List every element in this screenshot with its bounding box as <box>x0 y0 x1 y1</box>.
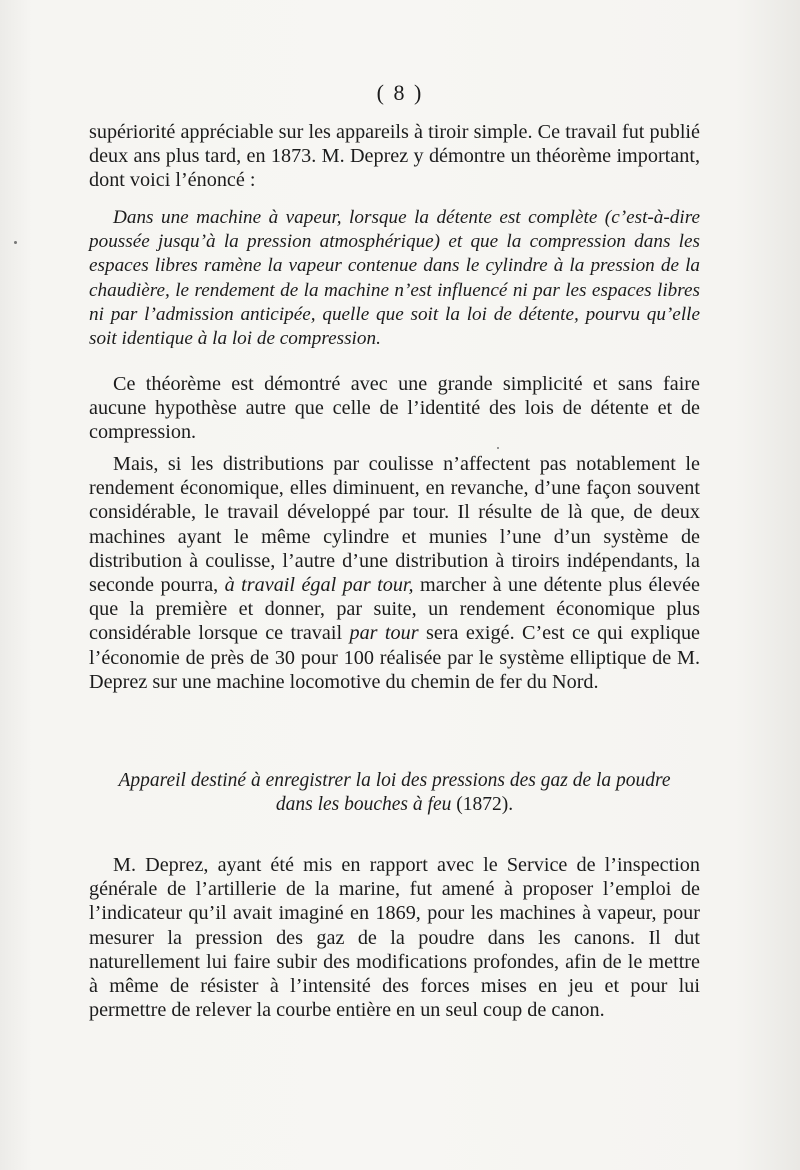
paragraph-text: Ce théorème est démontré avec une grande simplicité et sans faire aucune hypothèse autre que celle de l’identité des lois de détente et de compression. <box>89 373 700 444</box>
emphasis-text: à travail égal par tour, <box>224 574 414 597</box>
paragraph-distribution <box>89 452 700 694</box>
emphasis-text: par tour <box>349 622 419 645</box>
paragraph-text: supériorité appréciable sur les appareils à tiroir simple. Ce travail fut publié deux ans plus tard, en 1873. M. Deprez y démontre un théorème important, dont voici l’énoncé : <box>89 121 700 192</box>
theorem-statement <box>89 206 700 351</box>
text-run: Mais, si les distributions par coulisse n’affectent pas notablement le rendement économique, elles diminuent, en revanche, d’une façon souvent considérable, le travail développé par tour. Il résulte de là que, de deux machines ayant le même cylindre et munies l’une d’un système de distribution à coulisse, l’autre d’une distribution à tiroirs indépendants, la seconde pourra, <box>89 453 700 597</box>
page-number: ( 8 ) <box>376 80 424 105</box>
heading-text <box>89 769 700 817</box>
text-run: marcher à une détente plus élevée que la première et donner, par suite, un rendement économique plus considérable lorsque ce travail <box>89 574 700 645</box>
text-run: sera exigé. C’est ce qui explique l’économie de près de 30 pour 100 réalisée par le système elliptique de M. Deprez sur une machine locomotive du chemin de fer du Nord. <box>89 622 701 693</box>
paragraph-text: M. Deprez, ayant été mis en rapport avec le Service de l’inspection générale de l’artillerie de la marine, fut amené à proposer l’emploi de l’indicateur qu’il avait imaginé en 1869, pour les machines à vapeur, pour mesurer la pression des gaz de la poudre dans les canons. Il dut naturellement lui faire subir des modifications profondes, afin de le mettre à même de résister à l’intensité des forces mises en jeu et pour lui permettre de relever la courbe entière en un seul coup de canon. <box>89 854 700 1022</box>
paragraph-continuation <box>89 120 700 193</box>
theorem-text: Dans une machine à vapeur, lorsque la détente est complète (c’est-à-dire poussée jusqu’à la pression atmosphérique) et que la compression dans les espaces libres ramène la vapeur contenue dans le cylindre à la pression de la chaudière, le rendement de la machine n’est influencé ni par les espaces libres ni par l’admission anticipée, quelle que soit la loi de détente, pourvu qu’elle soit identique à la loi de compression. <box>89 207 700 350</box>
paragraph-theorem-proof <box>89 372 700 445</box>
heading-line-2 <box>89 793 700 817</box>
heading-line-1: Appareil destiné à enregistrer la loi des pressions des gaz de la poudre <box>118 770 671 791</box>
heading-year: (1872). <box>451 794 514 816</box>
paragraph-artillery <box>89 853 700 1022</box>
heading-line-2-text: dans les bouches à feu <box>275 794 452 816</box>
section-heading <box>89 769 700 817</box>
paragraph-text <box>89 452 700 694</box>
stray-mark <box>497 447 499 449</box>
stray-mark <box>14 241 17 244</box>
